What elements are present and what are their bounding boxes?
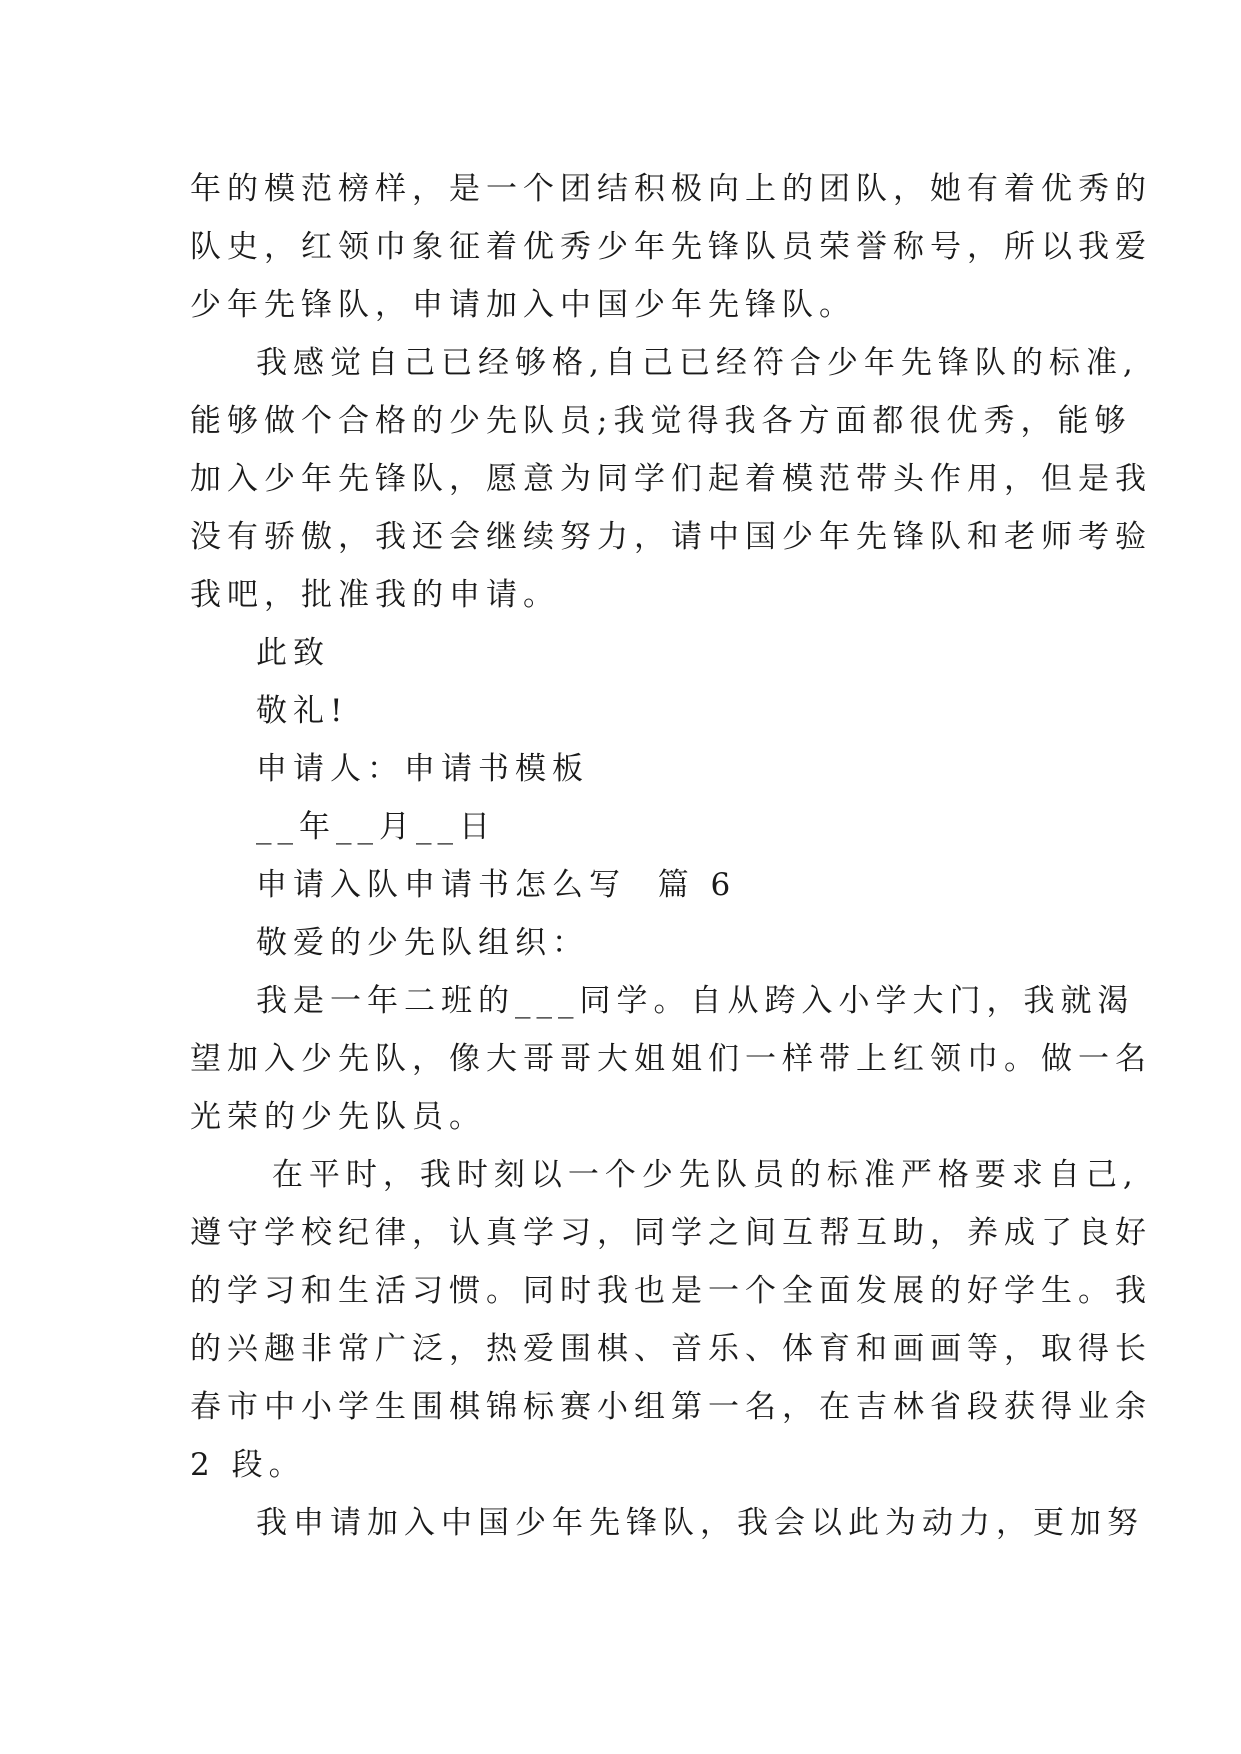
applicant-signature: 申请人：申请书模板: [256, 751, 589, 787]
text-line: 遵守学校纪律，认真学习，同学之间互帮互助，养成了良好: [190, 1215, 1152, 1251]
paragraph-start-line: 我感觉自己已经够格,自己已经符合少年先锋队的标准,: [256, 345, 1139, 381]
paragraph-start-line: 我是一年二班的___同学。自从跨入小学大门，我就渴: [256, 983, 1135, 1019]
text-line: 少年先锋队，申请加入中国少年先锋队。: [190, 287, 856, 323]
text-line: 望加入少先队，像大哥哥大姐姐们一样带上红领巾。做一名: [190, 1041, 1152, 1077]
text-line: 的兴趣非常广泛，热爱围棋、音乐、体育和画画等，取得长: [190, 1331, 1152, 1367]
text-line: 春市中小学生围棋锦标赛小组第一名，在吉林省段获得业余: [190, 1389, 1152, 1425]
text-line: 没有骄傲，我还会继续努力，请中国少年先锋队和老师考验: [190, 519, 1152, 555]
text-line: 的学习和生活习惯。同时我也是一个全面发展的好学生。我: [190, 1273, 1152, 1309]
section-heading: 申请入队申请书怎么写 篇 6: [256, 867, 737, 903]
greeting-line: 敬爱的少先队组织：: [256, 925, 589, 961]
document-body: [190, 160, 1152, 1552]
date-line: __年__月__日: [256, 809, 496, 845]
text-line: 光荣的少先队员。: [190, 1099, 486, 1135]
text-line: 队史，红领巾象征着优秀少年先锋队员荣誉称号，所以我爱: [190, 229, 1152, 265]
text-line: 我吧，批准我的申请。: [190, 577, 560, 613]
closing-salutation: 此致: [256, 635, 330, 671]
text-line: 年的模范榜样，是一个团结积极向上的团队，她有着优秀的: [190, 171, 1152, 207]
closing-respect: 敬礼!: [256, 693, 349, 729]
paragraph-start-line: 在平时，我时刻以一个少先队员的标准严格要求自己,: [256, 1157, 1139, 1193]
text-line: 2 段。: [190, 1447, 306, 1483]
text-line: 加入少年先锋队，愿意为同学们起着模范带头作用，但是我: [190, 461, 1152, 497]
text-line: 能够做个合格的少先队员;我觉得我各方面都很优秀，能够: [190, 403, 1132, 439]
paragraph-start-line: 我申请加入中国少年先锋队，我会以此为动力，更加努: [256, 1505, 1144, 1541]
